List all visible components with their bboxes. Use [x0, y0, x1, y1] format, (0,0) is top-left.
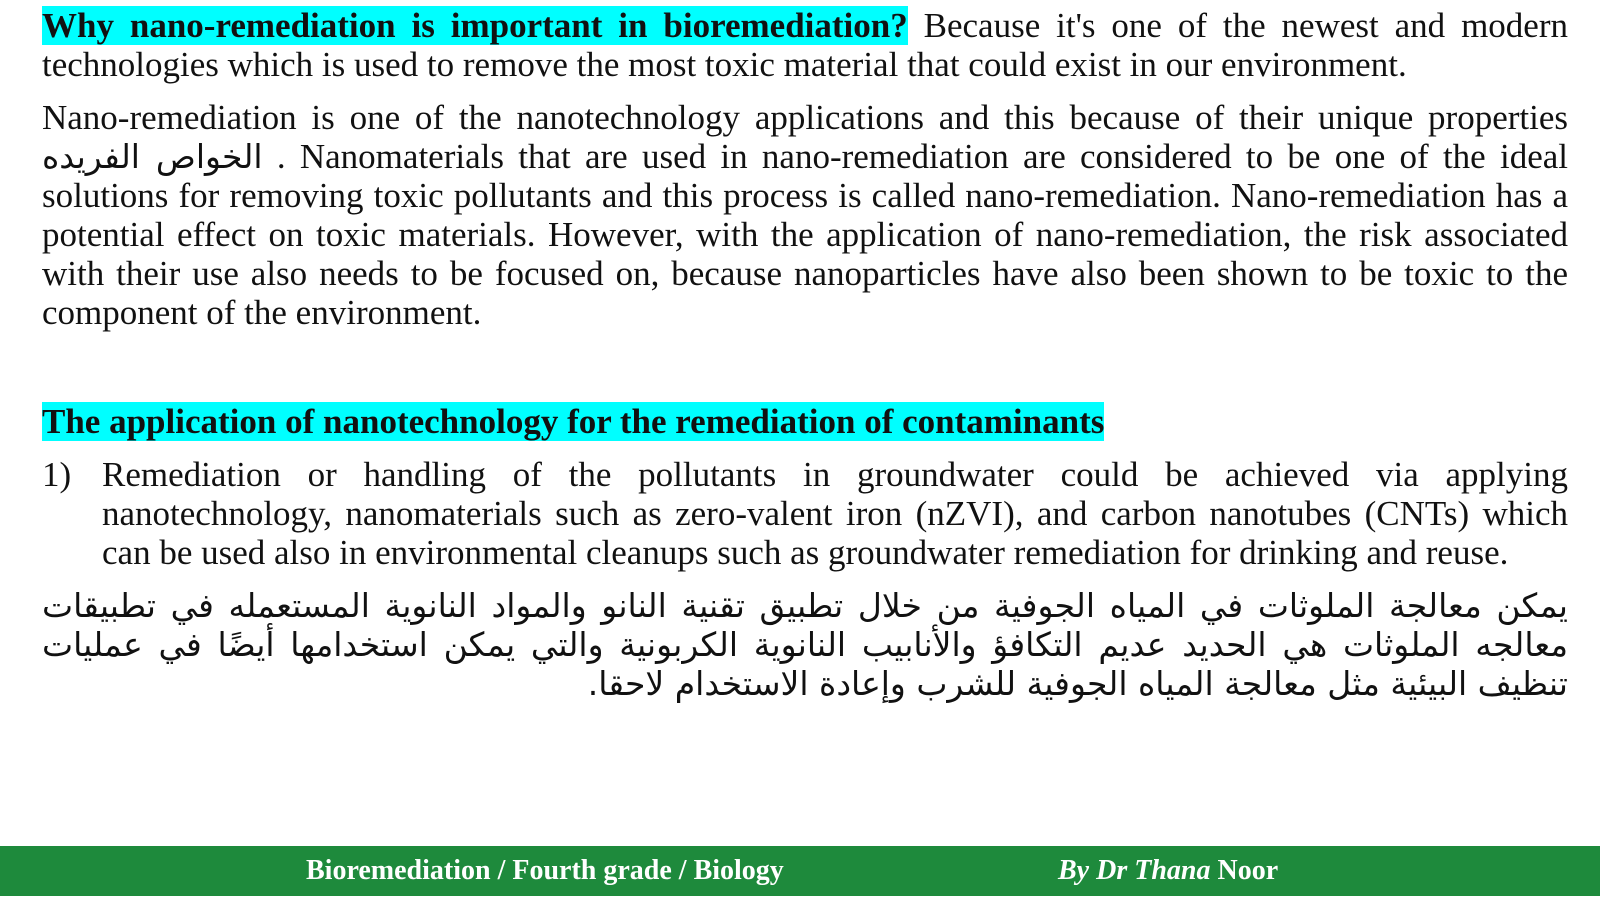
footer-course-label: Bioremediation / Fourth grade / Biology [306, 855, 784, 886]
intro-paragraph [42, 6, 1568, 84]
nano-text-after-arabic: . Nanomaterials that are used in nano-remediation are considered to be one of the ideal solutions for removing toxic pollutants and this process is called nano-remediation. Nano-remediation has a potential effect on toxic materials. However, with the application of nano-remediation, the risk associated with their use also needs to be focused on, because nanoparticles have also been shown to be toxic to the component of the environment. [42, 137, 1568, 332]
footer-bar [0, 846, 1600, 896]
slide-content [42, 6, 1568, 703]
nano-text-before-arabic: Nano-remediation is one of the nanotechnology applications and this because of their unique properties [42, 98, 1568, 137]
list-item-text: Remediation or handling of the pollutants in groundwater could be achieved via applying nanotechnology, nanomaterials such as zero-valent iron (nZVI), and carbon nanotubes (CNTs) which can be used also in environmental cleanups such as groundwater remediation for drinking and reuse. [102, 455, 1568, 572]
question-highlight: Why nano-remediation is important in bioremediation? [42, 6, 908, 45]
arabic-term: الخواص الفريده [42, 137, 263, 176]
footer-author [1058, 846, 1278, 896]
footer-author-plain: Noor [1210, 855, 1279, 886]
arabic-paragraph: يمكن معالجة الملوثات في المياه الجوفية من خلال تطبيق تقنية النانو والمواد النانوية المستعمله في تطبيقات معالجه الملوثات هي الحديد عديم التكافؤ والأنابيب النانوية الكربونية والتي يمكن استخدامها أيضًا في عمليات تنظيف البيئية مثل معالجة المياه الجوفية للشرب وإعادة الاستخدام لاحقا. [42, 586, 1568, 703]
footer-author-italic: By Dr Thana [1058, 855, 1211, 886]
question-answer: Because it's one of the newest and modern technologies which is used to remove the most toxic material that could exist in our environment. [42, 6, 1568, 84]
section-heading-highlight: The application of nanotechnology for the remediation of contaminants [42, 402, 1105, 441]
section-heading [42, 402, 1568, 441]
nano-remediation-paragraph [42, 98, 1568, 332]
list-item-number: 1) [42, 455, 72, 494]
list-item [42, 455, 1568, 572]
